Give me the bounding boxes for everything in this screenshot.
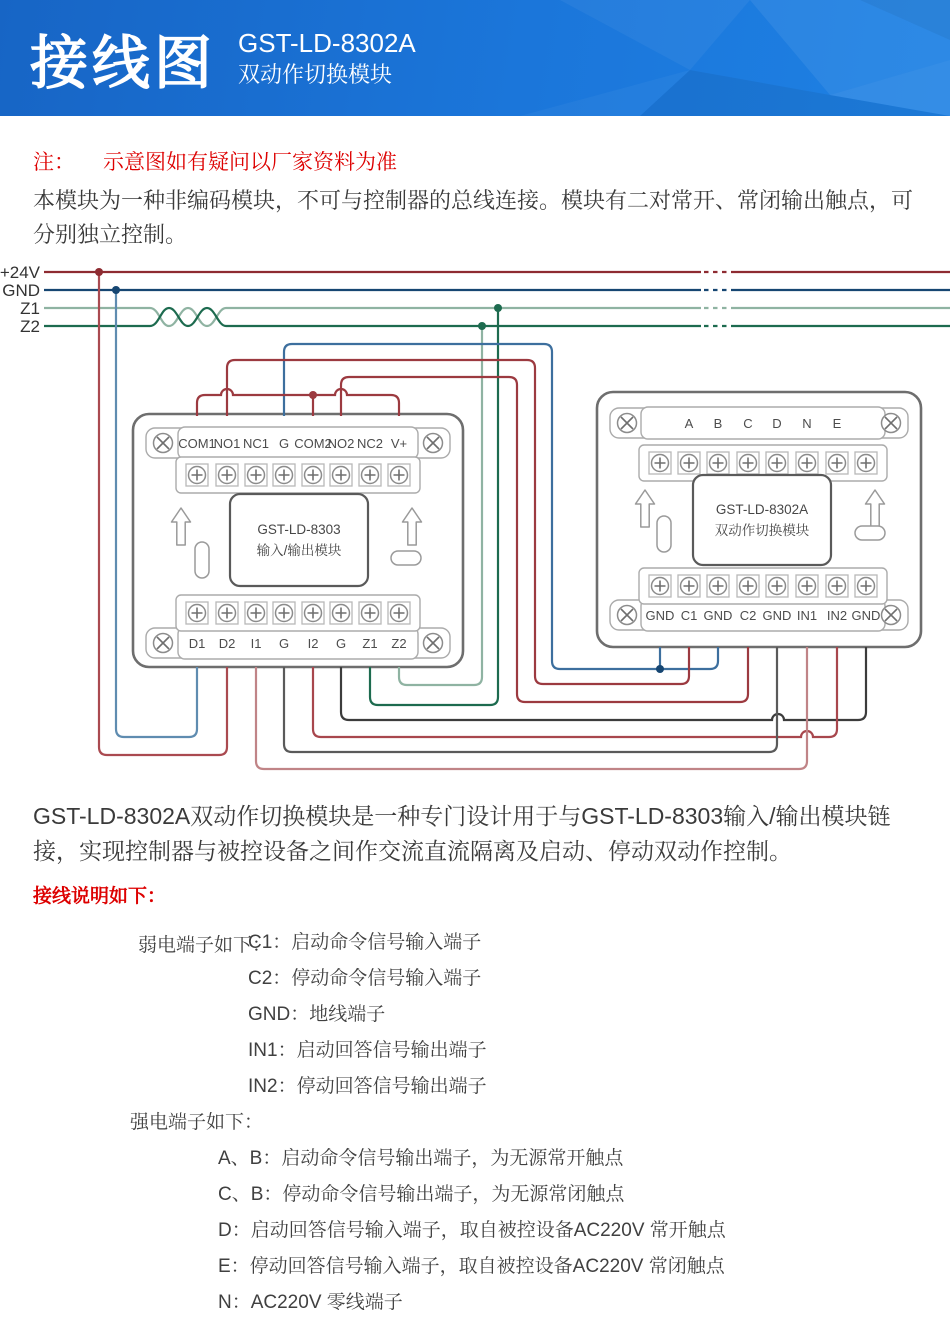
terminal-screw-icon [649,452,671,474]
terminal-label: C2 [739,608,757,623]
header-model: GST-LD-8302A [238,27,416,58]
terminal-label: GND [851,608,881,623]
module-gst-ld-8302a [597,392,921,647]
list-item: C2：停动命令信号输入端子 [248,967,482,989]
terminal-screw-icon [855,575,877,597]
terminal-screw-icon [273,464,295,486]
list-item: GND：地线端子 [248,1003,386,1025]
terminal-label: NO1 [213,436,241,451]
terminal-screw-icon [186,602,208,624]
junction-dot [112,286,120,294]
terminal-screw-icon [302,464,324,486]
terminal-label: I1 [250,636,262,651]
capsule-slot-icon [657,516,671,552]
capsule-slot-icon [195,542,209,578]
terminal-label: GND [762,608,792,623]
terminal-label: IN2 [826,608,848,623]
weak-section-label: 弱电端子如下： [138,935,272,956]
module-title: 输入/输出模块 [256,543,342,558]
bus-label: Z2 [20,317,40,336]
list-item: N：AC220V 零线端子 [218,1291,403,1313]
strong-terminal-section [0,1102,950,1318]
terminal-label: GND [645,608,675,623]
mounting-screw-icon [882,606,901,625]
bus-line-z2 [20,308,950,336]
terminal-screw-icon [796,575,818,597]
junction-dot [309,391,317,399]
header-banner [0,0,950,116]
module-title: GST-LD-8303 [257,522,341,537]
terminal-label: D [772,416,782,431]
terminal-label: G [335,636,347,651]
bus-line-z1 [20,299,950,326]
junction-dot [656,665,664,673]
module-gst-ld-8303 [133,414,463,667]
terminal-label: D2 [218,636,236,651]
junction-dot [95,268,103,276]
header-subname: 双动作切换模块 [238,61,393,87]
list-item: IN1：启动回答信号输出端子 [248,1039,487,1061]
terminal-label: Z1 [362,636,378,651]
bus-line-24v [0,263,950,282]
mounting-screw-icon [424,634,443,653]
module-nameplate [230,494,368,586]
list-item: E：停动回答信号输入端子，取自被控设备AC220V 常闭触点 [218,1255,725,1277]
weak-terminal-section [0,922,950,1102]
terminal-screw-icon [245,602,267,624]
terminal-label: C [743,416,753,431]
terminal-screw-icon [737,575,759,597]
terminal-label: NO2 [327,436,355,451]
terminal-label: NC1 [242,436,270,451]
note-line [33,146,917,176]
terminal-screw-icon [359,464,381,486]
terminal-screw-icon [796,452,818,474]
terminal-screw-icon [766,452,788,474]
terminal-label: G [278,436,290,451]
pill-slot-icon [855,526,885,540]
terminal-label: N [802,416,812,431]
terminal-screw-icon [649,575,671,597]
header-subtitle-block [238,27,416,89]
terminal-screw-icon [388,464,410,486]
strong-item-list [218,1138,950,1318]
terminal-label: A [684,416,694,431]
mounting-screw-icon [154,434,173,453]
terminal-screw-icon [330,464,352,486]
terminal-screw-icon [678,452,700,474]
mounting-screw-icon [424,434,443,453]
note-label: 注： [33,151,75,174]
description-paragraph: GST-LD-8302A双动作切换模块是一种专门设计用于与GST-LD-8303输入/输出模块链接，实现控制器与被控设备之间作交流直流隔离及启动、停动双动作控制。 [33,803,891,864]
terminal-label: G [278,636,290,651]
terminal-screw-icon [359,602,381,624]
mounting-screw-icon [618,606,637,625]
bus-label: Z1 [20,299,40,318]
terminal-label: I2 [307,636,319,651]
wiring-diagram [0,252,950,797]
terminal-label: NC2 [356,436,384,451]
terminal-screw-icon [388,602,410,624]
terminal-screw-icon [216,602,238,624]
terminal-label: E [832,416,842,431]
terminal-label: V+ [390,436,408,451]
module-title: GST-LD-8302A [715,502,809,517]
strong-section-label: 强电端子如下： [130,1111,264,1133]
list-item: D：启动回答信号输入端子，取自被控设备AC220V 常开触点 [218,1219,726,1241]
terminal-label: GND [703,608,733,623]
bus-label: +24V [0,263,40,282]
list-item: C1：启动命令信号输入端子 [248,931,482,953]
terminal-screw-icon [826,452,848,474]
module-nameplate [693,475,831,565]
terminal-screw-icon [707,452,729,474]
terminal-screw-icon [302,602,324,624]
terminal-screw-icon [855,452,877,474]
page-title: 接线图 [30,31,217,96]
list-item: IN2：停动回答信号输出端子 [248,1075,487,1097]
terminal-label: IN1 [796,608,818,623]
terminal-screw-icon [273,602,295,624]
mounting-screw-icon [154,634,173,653]
module-title: 双动作切换模块 [714,523,810,538]
junction-dot [494,304,502,312]
terminal-screw-icon [245,464,267,486]
bus-line-gnd [2,281,950,300]
terminal-screw-icon [707,575,729,597]
terminal-screw-icon [330,602,352,624]
junction-dot [478,322,486,330]
instructions-heading: 接线说明如下： [33,886,167,907]
mounting-screw-icon [618,414,637,433]
terminal-label: D1 [188,636,206,651]
terminal-screw-icon [766,575,788,597]
terminal-screw-icon [186,464,208,486]
terminal-label: COM2 [294,436,332,451]
note-text: 示意图如有疑问以厂家资料为准 [103,151,397,174]
list-item: A、B：启动命令信号输出端子，为无源常开触点 [218,1147,624,1169]
weak-item-list [248,922,950,1102]
intro-paragraph: 本模块为一种非编码模块，不可与控制器的总线连接。模块有二对常开、常闭输出触点，可分别独立控制。 [33,188,914,247]
terminal-screw-icon [216,464,238,486]
terminal-screw-icon [826,575,848,597]
terminal-label: COM1 [178,436,216,451]
terminal-screw-icon [678,575,700,597]
mounting-screw-icon [882,414,901,433]
pill-slot-icon [391,551,421,565]
bus-label: GND [2,281,40,300]
terminal-label: C1 [680,608,698,623]
list-item: C、B：停动命令信号输出端子，为无源常闭触点 [218,1183,625,1205]
terminal-label: Z2 [391,636,407,651]
terminal-label: B [713,416,723,431]
terminal-screw-icon [737,452,759,474]
